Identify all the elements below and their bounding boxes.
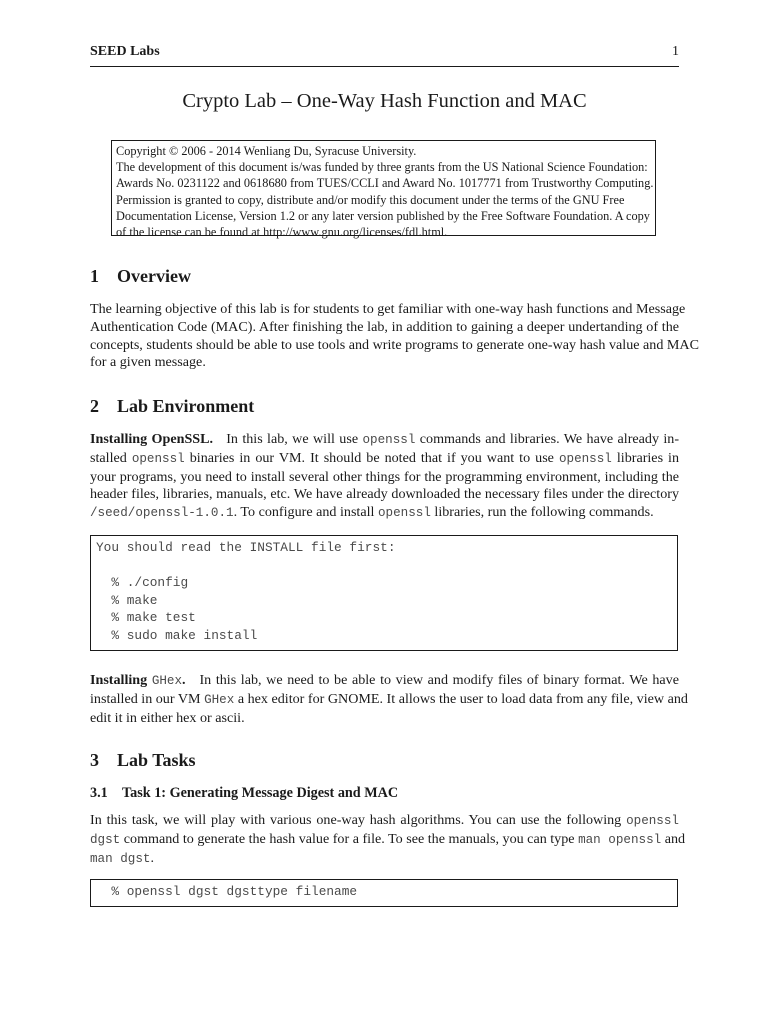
- subsection-number: 3.1: [90, 785, 108, 801]
- text-line: The learning objective of this lab is for students to get familiar with one-way hash functions and Message: [90, 301, 686, 317]
- code-line: % openssl dgst dgsttype filename: [96, 884, 358, 899]
- text-run: libraries, run the following commands.: [434, 504, 654, 521]
- text-line: [90, 850, 679, 869]
- text-run: commands and libraries. We have already in-: [419, 431, 680, 447]
- inline-code: openssl: [131, 451, 185, 466]
- subsection-heading-task1: [90, 785, 398, 802]
- inline-code: dgst: [90, 832, 121, 847]
- install-commands-code-block: [90, 535, 678, 651]
- running-header: [90, 44, 679, 67]
- inline-code: GHex: [151, 674, 183, 688]
- inline-code: man openssl: [578, 832, 662, 847]
- dgst-command-code-block: [90, 879, 678, 907]
- ghex-paragraph: [90, 672, 688, 727]
- text-run: installed in our VM: [90, 690, 201, 707]
- text-run: command to generate the hash value for a file. To see the manuals, you can type: [123, 830, 575, 847]
- run-in-heading: [90, 672, 186, 688]
- text-run: .: [150, 849, 154, 866]
- text-line: [90, 672, 679, 691]
- text-line: header files, libraries, manuals, etc. We have already downloaded the necessary files under the directory: [90, 486, 679, 503]
- code-line: % make test: [96, 610, 196, 626]
- text-line: [90, 431, 679, 450]
- text-run: .: [182, 672, 186, 688]
- copyright-line: Awards No. 0231122 and 0618680 from TUES/CCLI and Award No. 1017771 from Trustworthy Computing.: [116, 176, 654, 191]
- section-heading-overview: [90, 266, 191, 287]
- code-line: % sudo make install: [96, 627, 258, 643]
- section-title: Lab Environment: [117, 396, 255, 416]
- copyright-line: Permission is granted to copy, distribute and/or modify this document under the terms of the GNU Free: [116, 192, 625, 207]
- header-page-number: 1: [672, 44, 679, 59]
- copyright-line: of the license can be found at http://www.gnu.org/licenses/fdl.html.: [116, 225, 448, 240]
- header-lab-name: SEED Labs: [90, 44, 160, 59]
- text-run: a hex editor for GNOME. It allows the user to load data from any file, view and: [237, 690, 688, 707]
- section-heading-lab-environment: [90, 396, 254, 417]
- subsection-title: Task 1: Generating Message Digest and MAC: [122, 785, 399, 801]
- code-line: % ./config: [96, 575, 189, 591]
- text-run: and: [664, 830, 686, 847]
- section-title: Overview: [117, 266, 191, 286]
- task1-paragraph: [90, 812, 686, 868]
- text-line: Authentication Code (MAC). After finishing the lab, in addition to gaining a deeper undertanding of the: [90, 318, 679, 335]
- section-number: 3: [90, 750, 99, 770]
- copyright-line: Documentation License, Version 1.2 or any later version published by the Free Software Foundation. A copy: [116, 208, 650, 223]
- copyright-line: Copyright © 2006 - 2014 Wenliang Du, Syracuse University.: [116, 144, 417, 158]
- inline-code: openssl: [377, 506, 431, 521]
- text-run: binaries in our VM. It should be noted that if you want to use: [189, 449, 554, 466]
- text-line: [90, 812, 679, 831]
- text-run: In this lab, we need to be able to view and modify files of binary format. We have: [199, 672, 679, 688]
- inline-code: /seed/openssl-1.0.1: [90, 506, 234, 521]
- copyright-notice: [111, 140, 656, 240]
- code-line: [96, 557, 671, 575]
- inline-code: openssl: [362, 433, 416, 447]
- text-run: stalled: [90, 449, 127, 466]
- section-number: 2: [90, 396, 99, 416]
- section-number: 1: [90, 266, 99, 286]
- overview-paragraph: [90, 301, 700, 372]
- text-run: In this lab, we will use: [226, 431, 359, 447]
- copyright-line: The development of this document is/was funded by three grants from the US National Science Foundation:: [116, 160, 648, 175]
- text-run: . To configure and install: [233, 504, 375, 521]
- inline-code: openssl: [626, 814, 679, 828]
- text-run: Installing: [90, 672, 148, 688]
- text-line: [90, 450, 679, 469]
- text-run: libraries in: [616, 449, 680, 466]
- text-line: [90, 690, 688, 710]
- inline-code: openssl: [558, 451, 612, 466]
- inline-code: GHex: [204, 692, 235, 707]
- text-line: for a given message.: [90, 354, 206, 371]
- run-in-heading: Installing OpenSSL.: [90, 431, 214, 447]
- section-heading-lab-tasks: [90, 750, 196, 771]
- section-title: Lab Tasks: [117, 750, 196, 770]
- openssl-paragraph: [90, 431, 679, 523]
- text-line: edit it in either hex or ascii.: [90, 709, 245, 726]
- text-line: [90, 830, 686, 850]
- text-line: your programs, you need to install several other things for the programming environment, including the: [90, 468, 679, 485]
- text-run: In this task, we will play with various one-way hash algorithms. You can use the following: [90, 812, 622, 828]
- code-line: You should read the INSTALL file first:: [96, 540, 396, 555]
- document-title: Crypto Lab – One-Way Hash Function and MAC: [182, 90, 587, 112]
- text-line: [90, 504, 679, 523]
- inline-code: man dgst: [90, 851, 151, 866]
- code-line: % make: [96, 592, 158, 608]
- text-line: concepts, students should be able to use tools and write programs to generate one-way hash value and MAC: [90, 336, 700, 353]
